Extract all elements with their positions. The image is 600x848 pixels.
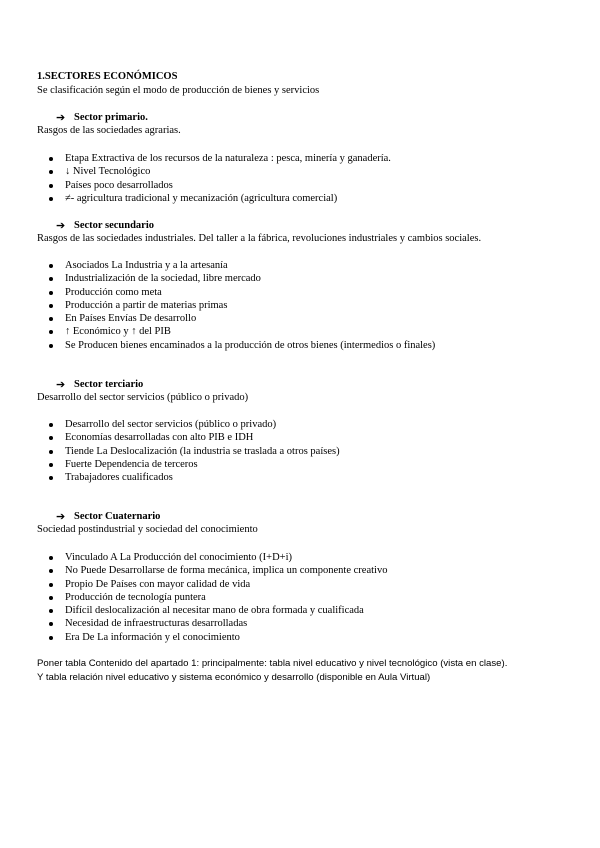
bullet-icon — [49, 170, 53, 174]
bullet-icon — [49, 304, 53, 308]
list-item: Producción a partir de materias primas — [49, 299, 435, 312]
bullet-icon — [49, 636, 53, 640]
arrow-icon: ➔ — [56, 379, 66, 391]
note-line-1: Poner tabla Contenido del apartado 1: principalmente: tabla nivel educativo y nivel tecnológico (vista en clase). — [37, 658, 508, 669]
secondary-heading — [56, 219, 154, 232]
quaternary-heading-label: Sector Cuaternario — [74, 511, 161, 522]
list-item: Desarrollo del sector servicios (público o privado) — [49, 418, 340, 431]
bullet-icon — [49, 583, 53, 587]
arrow-icon: ➔ — [56, 220, 66, 232]
note-line-2: Y tabla relación nivel educativo y sistema económico y desarrollo (disponible en Aula Virtual) — [37, 672, 431, 683]
tertiary-subtitle: Desarrollo del sector servicios (público o privado) — [37, 392, 249, 403]
bullet-icon — [49, 436, 53, 440]
secondary-heading-label: Sector secundario — [74, 220, 155, 231]
quaternary-heading — [56, 510, 160, 523]
secondary-list — [49, 259, 435, 352]
list-item: Producción como meta — [49, 286, 435, 299]
list-item: ↓ Nivel Tecnológico — [49, 165, 391, 178]
list-item: Industrialización de la sociedad, libre mercado — [49, 272, 435, 285]
quaternary-list — [49, 551, 387, 644]
bullet-icon — [49, 463, 53, 467]
list-item: Se Producen bienes encaminados a la producción de otros bienes (intermedios o finales) — [49, 339, 435, 352]
list-item: Economías desarrolladas con alto PIB e IDH — [49, 431, 340, 444]
list-item: Tiende La Deslocalización (la industria se traslada a otros países) — [49, 445, 340, 458]
primary-list — [49, 152, 391, 205]
primary-heading — [56, 111, 148, 124]
bullet-icon — [49, 622, 53, 626]
bullet-icon — [49, 596, 53, 600]
bullet-icon — [49, 197, 53, 201]
list-item: ≠- agricultura tradicional y mecanización (agricultura comercial) — [49, 192, 391, 205]
bullet-icon — [49, 450, 53, 454]
bullet-icon — [49, 184, 53, 188]
list-item: Necesidad de infraestructuras desarrolladas — [49, 617, 387, 630]
list-item: No Puede Desarrollarse de forma mecánica, implica un componente creativo — [49, 564, 387, 577]
bullet-icon — [49, 330, 53, 334]
list-item: Era De La información y el conocimiento — [49, 631, 387, 644]
intro-text: Se clasificación según el modo de producción de bienes y servicios — [37, 85, 320, 96]
secondary-subtitle: Rasgos de las sociedades industriales. Del taller a la fábrica, revoluciones industriales y cambios sociales. — [37, 233, 482, 244]
arrow-icon: ➔ — [56, 112, 66, 124]
quaternary-subtitle: Sociedad postindustrial y sociedad del conocimiento — [37, 524, 258, 535]
list-item: En Países Envías De desarrollo — [49, 312, 435, 325]
bullet-icon — [49, 157, 53, 161]
primary-subtitle: Rasgos de las sociedades agrarias. — [37, 125, 181, 136]
bullet-icon — [49, 317, 53, 321]
list-item: Fuerte Dependencia de terceros — [49, 458, 340, 471]
bullet-icon — [49, 423, 53, 427]
document-title: 1.SECTORES ECONÓMICOS — [37, 71, 178, 82]
list-item: Vinculado A La Producción del conocimiento (I+D+i) — [49, 551, 387, 564]
bullet-icon — [49, 344, 53, 348]
list-item: ↑ Económico y ↑ del PIB — [49, 325, 435, 338]
list-item: Propio De Países con mayor calidad de vida — [49, 578, 387, 591]
tertiary-heading-label: Sector terciario — [74, 379, 144, 390]
bullet-icon — [49, 291, 53, 295]
tertiary-heading — [56, 378, 143, 391]
bullet-icon — [49, 609, 53, 613]
list-item: Producción de tecnología puntera — [49, 591, 387, 604]
bullet-icon — [49, 556, 53, 560]
bullet-icon — [49, 277, 53, 281]
bullet-icon — [49, 264, 53, 268]
list-item: Etapa Extractiva de los recursos de la naturaleza : pesca, minería y ganadería. — [49, 152, 391, 165]
arrow-icon: ➔ — [56, 511, 66, 523]
list-item: Asociados La Industria y a la artesanía — [49, 259, 435, 272]
primary-heading-label: Sector primario. — [74, 112, 148, 123]
list-item: Difícil deslocalización al necesitar mano de obra formada y cualificada — [49, 604, 387, 617]
bullet-icon — [49, 569, 53, 573]
list-item: Trabajadores cualificados — [49, 471, 340, 484]
list-item: Países poco desarrollados — [49, 179, 391, 192]
tertiary-list — [49, 418, 340, 484]
bullet-icon — [49, 476, 53, 480]
